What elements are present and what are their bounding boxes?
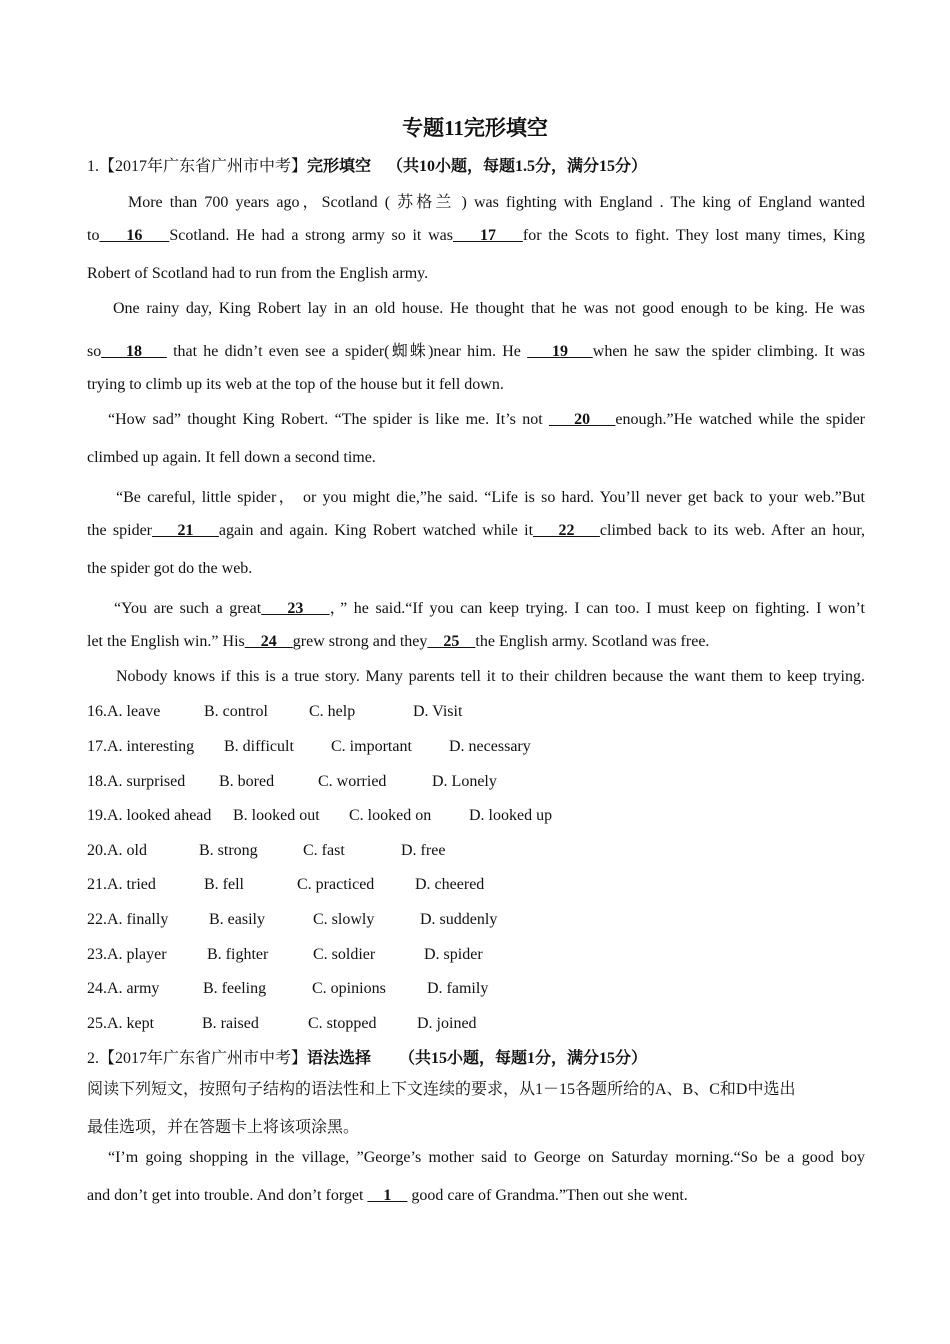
question-number: 18. [87,773,107,790]
question-row [87,876,156,894]
passage-line: trying to climb up its web at the top of the house but it fell down. [87,376,504,393]
option-a: A. army [107,980,160,997]
section2-header [87,1045,865,1068]
passage-line: the spider got do the web. [87,560,253,577]
blank-18: 18 [101,343,167,360]
option-a: A. old [107,842,147,859]
question-number: 25. [87,1015,107,1032]
passage-line [87,633,865,651]
option-b: B. fighter [207,946,269,963]
question-row [87,842,147,860]
blank-20: 20 [548,411,616,428]
instruction-line: 最佳选项，并在答题卡上将该项涂黑。 [87,1119,360,1136]
option-c: C. fast [303,842,345,859]
blank-1: 1 [367,1187,408,1204]
passage-line: climbed up again. It fell down a second time. [87,449,376,466]
text-segment: good care of Grandma.”Then out she went. [407,1187,688,1204]
section2-source: 【2017年广东省广州市中考】 [99,1050,308,1067]
question-row [87,911,168,929]
section1-type: 完形填空 [307,158,372,175]
question-number: 22. [87,911,107,928]
option-b: B. raised [202,1015,259,1032]
text-segment: when he saw the spider climbing. It was [592,343,866,360]
text-segment: “How sad” thought King Robert. “The spider is like me. It’s not [108,411,549,428]
question-number: 17. [87,738,107,755]
text-segment: the spider [87,522,153,539]
blank-23: 23 [261,600,330,617]
text-segment: the English army. Scotland was free. [475,633,710,650]
option-c: C. slowly [313,911,375,928]
text-segment: climbed back to its web. After an hour, [599,522,866,539]
passage-line [87,595,865,618]
option-d: D. spider [424,946,483,963]
option-d: D. joined [417,1015,477,1032]
option-c: C. worried [318,773,387,790]
section2-info: （共15小题，每题1分，满分15分） [399,1050,648,1067]
section1-header [87,153,865,176]
blank-25: 25 [427,633,476,650]
passage-line: Robert of Scotland had to run from the English army. [87,265,429,282]
text-segment: that he didn’t even see a spider(蜘蛛)near him. He [166,343,528,360]
option-a: A. player [107,946,167,963]
passage-line: More than 700 years ago，Scotland ( 苏格兰 ) was fighting with England . The king of England wanted [128,194,865,211]
text-segment: grew strong and they [292,633,428,650]
section1-source: 【2017年广东省广州市中考】 [99,158,308,175]
blank-17: 17 [453,227,523,244]
question-row [87,807,211,825]
question-row [87,1015,154,1033]
option-c: C. opinions [312,980,386,997]
passage-line [87,522,865,540]
option-b: B. fell [204,876,244,893]
question-row [87,773,185,791]
text-segment: so [87,343,102,360]
passage-line: “Be careful, little spider， or you might die,”he said. “Life is so hard. You’ll never get back to your web.”But [116,489,865,506]
option-b: B. feeling [203,980,267,997]
option-c: C. looked on [349,807,432,824]
option-c: C. important [331,738,412,755]
question-number: 19. [87,807,107,824]
option-a: A. looked ahead [107,807,212,824]
text-segment: for the Scots to fight. They lost many times, King [522,227,866,244]
option-a: A. surprised [107,773,186,790]
question-number: 24. [87,980,107,997]
option-d: D. looked up [469,807,553,824]
option-b: B. looked out [233,807,320,824]
blank-22: 22 [533,522,600,539]
option-d: D. free [401,842,446,859]
passage-line [87,411,865,429]
text-segment: again and again. King Robert watched while it [218,522,534,539]
blank-16: 16 [99,227,170,244]
text-segment: enough.”He watched while the spider [615,411,866,428]
question-row [87,980,159,998]
option-d: D. necessary [449,738,531,755]
text-segment: ，” he said.“If you can keep trying. I can too. I must keep on fighting. I won’t [329,600,865,617]
option-b: B. difficult [224,738,294,755]
option-b: B. strong [199,842,258,859]
section1-number: 1. [87,158,99,175]
option-d: D. family [427,980,489,997]
question-number: 20. [87,842,107,859]
option-a: A. tried [107,876,156,893]
section2-number: 2. [87,1050,99,1067]
blank-24: 24 [244,633,293,650]
option-c: C. help [309,703,356,720]
option-d: D. suddenly [420,911,498,928]
text-segment: “You are such a great [114,600,262,617]
passage-line: Nobody knows if this is a true story. Many parents tell it to their children because the want them to keep trying. [116,668,865,685]
option-c: C. stopped [308,1015,377,1032]
text-segment: let the English win.” His [87,633,245,650]
option-d: D. Lonely [432,773,497,790]
option-c: C. soldier [313,946,376,963]
passage-line: “I’m going shopping in the village, ”George’s mother said to George on Saturday morning.“So be a good boy [108,1149,865,1166]
question-row [87,703,160,721]
passage-line: One rainy day, King Robert lay in an old house. He thought that he was not good enough to be king. He was [113,300,865,317]
option-a: A. interesting [107,738,195,755]
option-b: B. bored [219,773,275,790]
option-b: B. control [204,703,268,720]
option-a: A. leave [107,703,161,720]
option-d: D. Visit [413,703,463,720]
section1-info: （共10小题，每题1.5分，满分15分） [387,158,648,175]
blank-21: 21 [152,522,219,539]
option-b: B. easily [209,911,265,928]
section2-type: 语法选择 [307,1050,372,1067]
instruction-line: 阅读下列短文，按照句子结构的语法性和上下文连续的要求，从1－15各题所给的A、B、C和D中选出 [87,1081,796,1098]
question-number: 21. [87,876,107,893]
question-row [87,946,167,964]
option-d: D. cheered [415,876,485,893]
text-segment: to [87,227,100,244]
passage-line [87,1187,865,1205]
option-c: C. practiced [297,876,375,893]
question-number: 16. [87,703,107,720]
passage-line [87,338,865,361]
text-segment: Scotland. He had a strong army so it was [169,227,453,244]
question-number: 23. [87,946,107,963]
page-title: 专题11完形填空 [402,116,548,140]
question-row [87,738,194,756]
option-a: A. finally [107,911,169,928]
passage-line [87,227,865,245]
option-a: A. kept [107,1015,155,1032]
text-segment: and don’t get into trouble. And don’t forget [87,1187,368,1204]
blank-19: 19 [527,343,593,360]
